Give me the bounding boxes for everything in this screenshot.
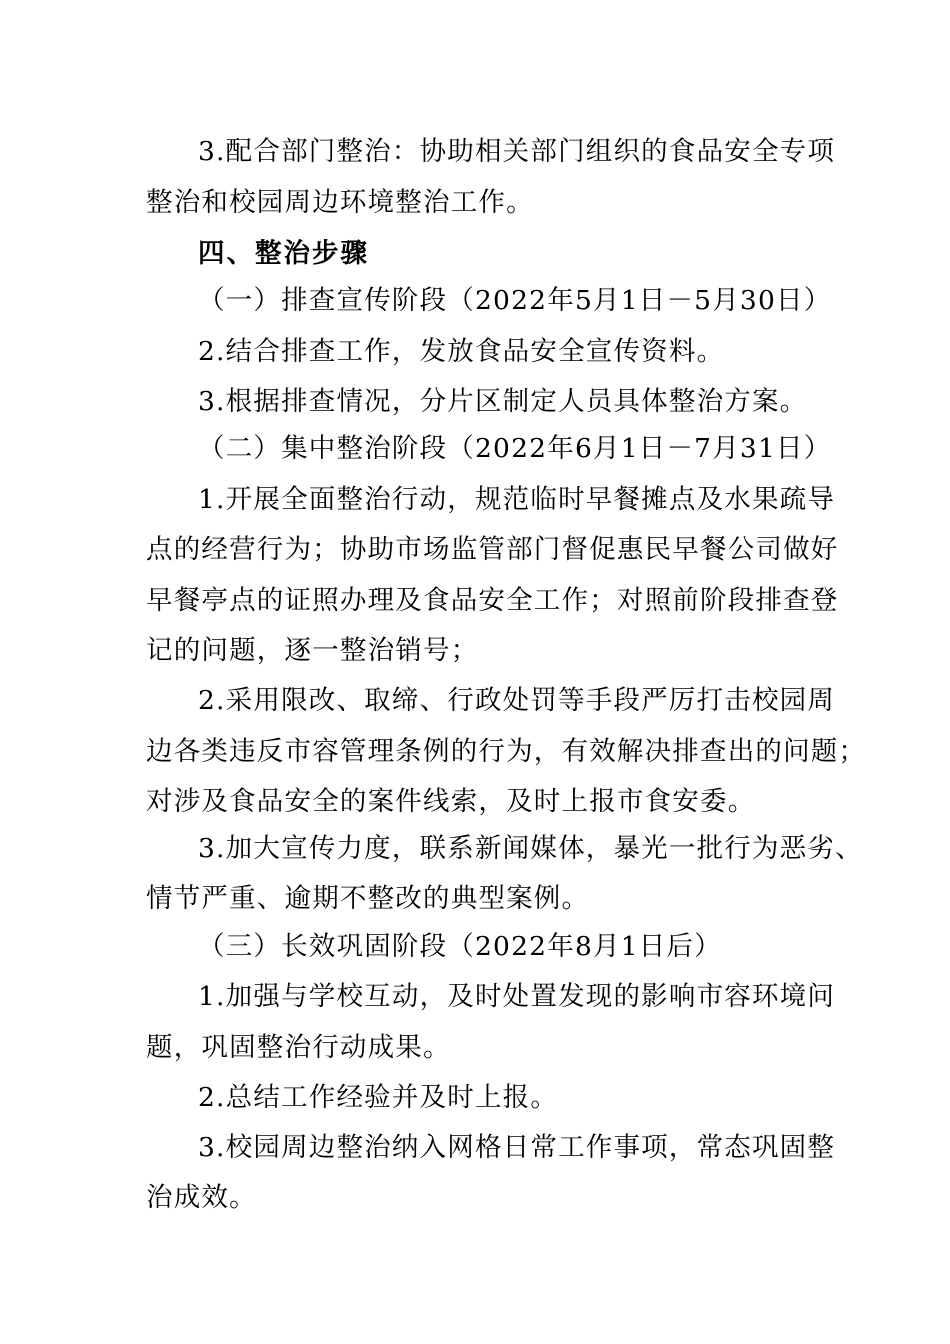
paragraph-line: 对涉及食品安全的案件线索，及时上报市食安委。 (146, 786, 756, 817)
subsection-heading: （三）长效巩固阶段（2022年8月1日后） (198, 931, 722, 962)
paragraph-line: 2.采用限改、取缔、行政处罚等手段严厉打击校园周 (198, 685, 836, 716)
paragraph-line: 3.配合部门整治：协助相关部门组织的食品安全专项 (198, 136, 836, 167)
paragraph-line: 题，巩固整治行动成果。 (146, 1032, 451, 1063)
subsection-heading: （一）排查宣传阶段（2022年5月1日－5月30日） (198, 285, 832, 316)
subsection-heading: （二）集中整治阶段（2022年6月1日－7月31日） (198, 433, 832, 464)
paragraph-line: 3.校园周边整治纳入网格日常工作事项，常态巩固整 (198, 1132, 836, 1163)
section-heading: 四、整治步骤 (198, 238, 369, 269)
paragraph-line: 边各类违反市容管理条例的行为，有效解决排查出的问题； (146, 736, 867, 767)
paragraph-line: 2.总结工作经验并及时上报。 (198, 1082, 559, 1113)
paragraph-line: 1.开展全面整治行动，规范临时早餐摊点及水果疏导 (198, 484, 836, 515)
paragraph-line: 记的问题，逐一整治销号； (146, 635, 479, 666)
paragraph-line: 治成效。 (146, 1182, 257, 1213)
paragraph-line: 早餐亭点的证照办理及食品安全工作；对照前阶段排查登 (146, 585, 839, 616)
paragraph-line: 3.加大宣传力度，联系新闻媒体，暴光一批行为恶劣、 (198, 833, 863, 864)
paragraph-line: 2.结合排查工作，发放食品安全宣传资料。 (198, 336, 725, 367)
paragraph-line: 情节严重、逾期不整改的典型案例。 (146, 883, 590, 914)
paragraph-line: 1.加强与学校互动，及时处置发现的影响市容环境问 (198, 981, 836, 1012)
paragraph-line: 点的经营行为；协助市场监管部门督促惠民早餐公司做好 (146, 534, 839, 565)
paragraph-line: 3.根据排查情况，分片区制定人员具体整治方案。 (198, 386, 808, 417)
paragraph-line: 整治和校园周边环境整治工作。 (146, 187, 534, 218)
